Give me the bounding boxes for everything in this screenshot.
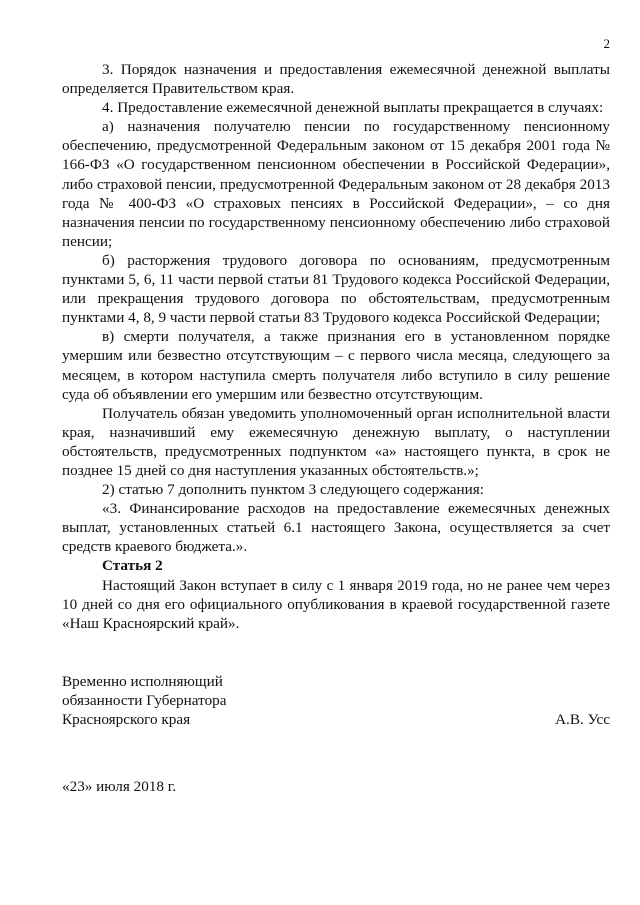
subparagraph-b: б) расторжения трудового договора по основаниям, предусмотренным пунктами 5, 6, 11 части первой статьи 81 Трудового кодекса Российской Федерации, или прекращения трудового договора по обстоятельствам, предусмотренным пунктами 4, 8, 9 части первой статьи 83 Трудового кодекса Российской Федерации; bbox=[62, 251, 610, 327]
signature-line-3: Красноярского края bbox=[62, 711, 191, 729]
subparagraph-a: а) назначения получателю пенсии по государственному пенсионному обеспечению, предусмотренной Федеральным законом от 15 декабря 2001 года № 166-ФЗ «О государственном пенсионном обеспечении в Российской Федерации», либо страховой пенсии, предусмотренной Федеральным законом от 28 декабря 2013 года № 400-ФЗ «О страховых пенсиях в Российской Федерации», – со дня назначения пенсии по государственному пенсионному обеспечению либо страховой пенсии; bbox=[62, 118, 610, 250]
page-number: 2 bbox=[603, 36, 610, 51]
subparagraph-v: в) смерти получателя, а также признания его в установленном порядке умершим или безвестно отсутствующим – с первого числа месяца, следующего за месяцем, в котором наступила смерть получателя либо вступило в силу решение суда об объявлении его умершим или безвестно отсутствующим. bbox=[62, 328, 610, 403]
document-date: «23» июля 2018 г. bbox=[62, 778, 177, 795]
signature-line-1: Временно исполняющий bbox=[62, 673, 223, 690]
signature-line-2: обязанности Губернатора bbox=[62, 692, 227, 710]
signature-block bbox=[62, 672, 610, 729]
paragraph-item-3: 3. Порядок назначения и предоставления ежемесячной денежной выплаты определяется Правительством края. bbox=[62, 61, 610, 98]
article-text: Настоящий Закон вступает в силу с 1 января 2019 года, но не ранее чем через 10 дней со дня его официального опубликования в краевой государственной газете «Наш Красноярский край». bbox=[62, 576, 610, 632]
financing-paragraph: «3. Финансирование расходов на предоставление ежемесячных денежных выплат, установленных статьей 6.1 настоящего Закона, осуществляется за счет средств краевого бюджета.». bbox=[62, 500, 610, 556]
amendment-paragraph: 2) статью 7 дополнить пунктом 3 следующего содержания: bbox=[102, 481, 484, 499]
signer-name: А.В. Усс bbox=[555, 711, 610, 728]
notification-paragraph: Получатель обязан уведомить уполномоченный орган исполнительной власти края, назначивший ему ежемесячную денежную выплату, о наступлении обстоятельств, предусмотренных подпунктом «а» настоящего пункта, в срок не позднее 15 дней со дня наступления указанных обстоятельств.»; bbox=[62, 404, 610, 479]
paragraph-item-4: 4. Предоставление ежемесячной денежной выплаты прекращается в случаях: bbox=[102, 99, 604, 117]
document-body bbox=[62, 60, 610, 633]
article-title: Статья 2 bbox=[102, 557, 163, 575]
